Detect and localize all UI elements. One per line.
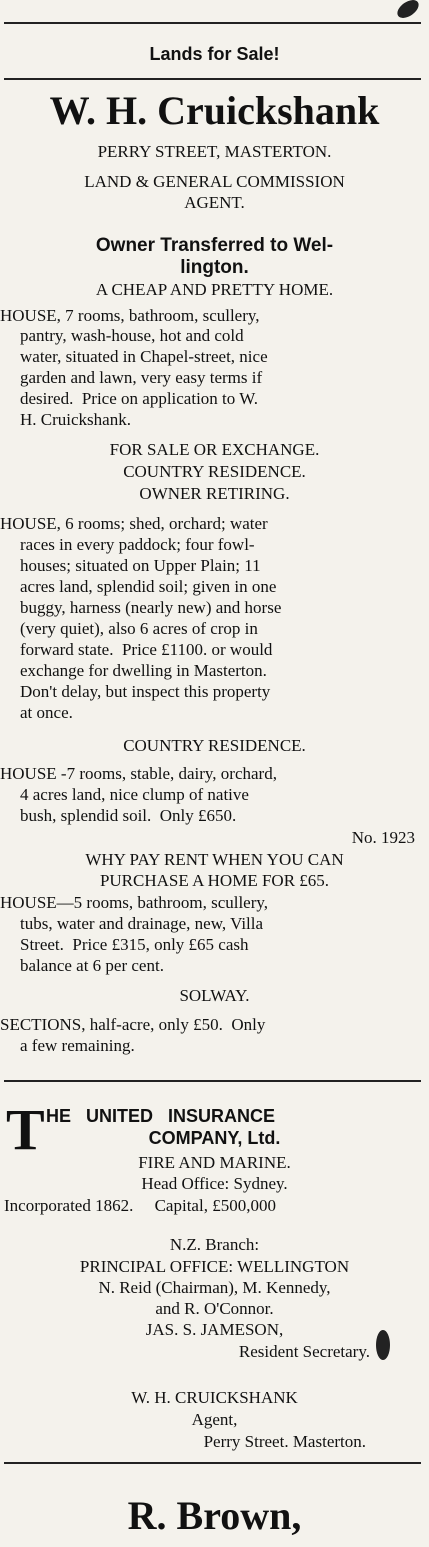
advertiser-address: PERRY STREET, MASTERTON. [97, 142, 332, 161]
whypay-heading: PURCHASE A HOME FOR £65. [99, 871, 330, 890]
exchange-body-line: (very quiet), also 6 acres of crop in [20, 619, 258, 638]
insurance-line: JAS. S. JAMESON, [145, 1320, 284, 1339]
feature-subhead: A CHEAP AND PRETTY HOME. [95, 280, 334, 299]
section-rule [4, 1080, 421, 1082]
feature-headline-cont: lington. [180, 257, 249, 278]
listing-number: No. 1923 [351, 828, 415, 847]
exchange-body-line: exchange for dwelling in Masterton. [20, 661, 267, 680]
insurance-line: PRINCIPAL OFFICE: WELLINGTON [79, 1257, 350, 1276]
insurance-line: N.Z. Branch: [169, 1235, 260, 1254]
insurance-line: Resident Secretary. [238, 1342, 370, 1361]
feature-headline: Owner Transferred to Wel- [95, 235, 334, 256]
ink-blot [394, 0, 422, 22]
exchange-heading: OWNER RETIRING. [139, 484, 290, 503]
whypay-body-line: balance at 6 per cent. [20, 956, 164, 975]
insurance-line: Incorporated 1862. Capital, £500,000 [4, 1196, 276, 1215]
exchange-heading: COUNTRY RESIDENCE. [123, 462, 306, 481]
solway-heading: SOLWAY. [179, 986, 250, 1005]
exchange-body-line: races in every paddock; four fowl- [20, 535, 255, 554]
country-body-line: HOUSE -7 rooms, stable, dairy, orchard, [0, 764, 277, 783]
agent-title: Agent, [191, 1410, 238, 1429]
feature-body-line: water, situated in Chapel-street, nice [20, 347, 268, 366]
solway-body-line: SECTIONS, half-acre, only £50. Only [0, 1015, 266, 1034]
insurance-line: and R. O'Connor. [155, 1299, 274, 1318]
agent-name: W. H. CRUICKSHANK [131, 1388, 298, 1407]
exchange-body-line: acres land, splendid soil; given in one [20, 577, 277, 596]
solway-body-line: a few remaining. [20, 1036, 135, 1055]
exchange-body-line: HOUSE, 6 rooms; shed, orchard; water [0, 514, 268, 533]
header-rule [4, 78, 421, 80]
whypay-heading: WHY PAY RENT WHEN YOU CAN [85, 850, 344, 869]
exchange-body-line: Don't delay, but inspect this property [20, 682, 271, 701]
insurance-dropcap: T [6, 1097, 45, 1162]
country-body-line: bush, splendid soil. Only £650. [20, 806, 237, 825]
exchange-body-line: houses; situated on Upper Plain; 11 [20, 556, 261, 575]
exchange-body-line: buggy, harness (nearly new) and horse [20, 598, 282, 617]
feature-body-line: garden and lawn, very easy terms if [20, 368, 263, 387]
insurance-title: HE UNITED INSURANCE [46, 1106, 276, 1126]
insurance-line: Head Office: Sydney. [141, 1174, 288, 1193]
whypay-body-line: Street. Price £315, only £65 cash [20, 935, 249, 954]
country-heading: COUNTRY RESIDENCE. [123, 736, 306, 755]
feature-body-line: H. Cruickshank. [20, 410, 131, 429]
advertiser-name: W. H. Cruickshank [49, 88, 380, 133]
advertiser-role: LAND & GENERAL COMMISSION [84, 172, 345, 191]
feature-body-line: pantry, wash-house, hot and cold [20, 326, 244, 345]
exchange-body-line: forward state. Price £1100. or would [20, 640, 273, 659]
insurance-line: FIRE AND MARINE. [138, 1153, 291, 1172]
whypay-body-line: tubs, water and drainage, new, Villa [20, 914, 264, 933]
section-header: Lands for Sale! [149, 44, 280, 64]
exchange-heading: FOR SALE OR EXCHANGE. [109, 440, 320, 459]
agent-address: Perry Street. Masterton. [203, 1432, 366, 1451]
country-body-line: 4 acres land, nice clump of native [20, 785, 249, 804]
footer-rule [4, 1462, 421, 1464]
exchange-body-line: at once. [20, 703, 73, 722]
whypay-body-line: HOUSE—5 rooms, bathroom, scullery, [0, 893, 269, 912]
insurance-line: N. Reid (Chairman), M. Kennedy, [98, 1278, 331, 1297]
feature-body-line: desired. Price on application to W. [20, 389, 258, 408]
insurance-title-cont: COMPANY, Ltd. [148, 1128, 281, 1148]
top-rule [4, 22, 421, 24]
advertiser-role-cont: AGENT. [184, 193, 245, 212]
feature-body-line: HOUSE, 7 rooms, bathroom, scullery, [0, 306, 260, 325]
ink-blot [376, 1330, 390, 1360]
footer-name: R. Brown, [127, 1493, 302, 1538]
